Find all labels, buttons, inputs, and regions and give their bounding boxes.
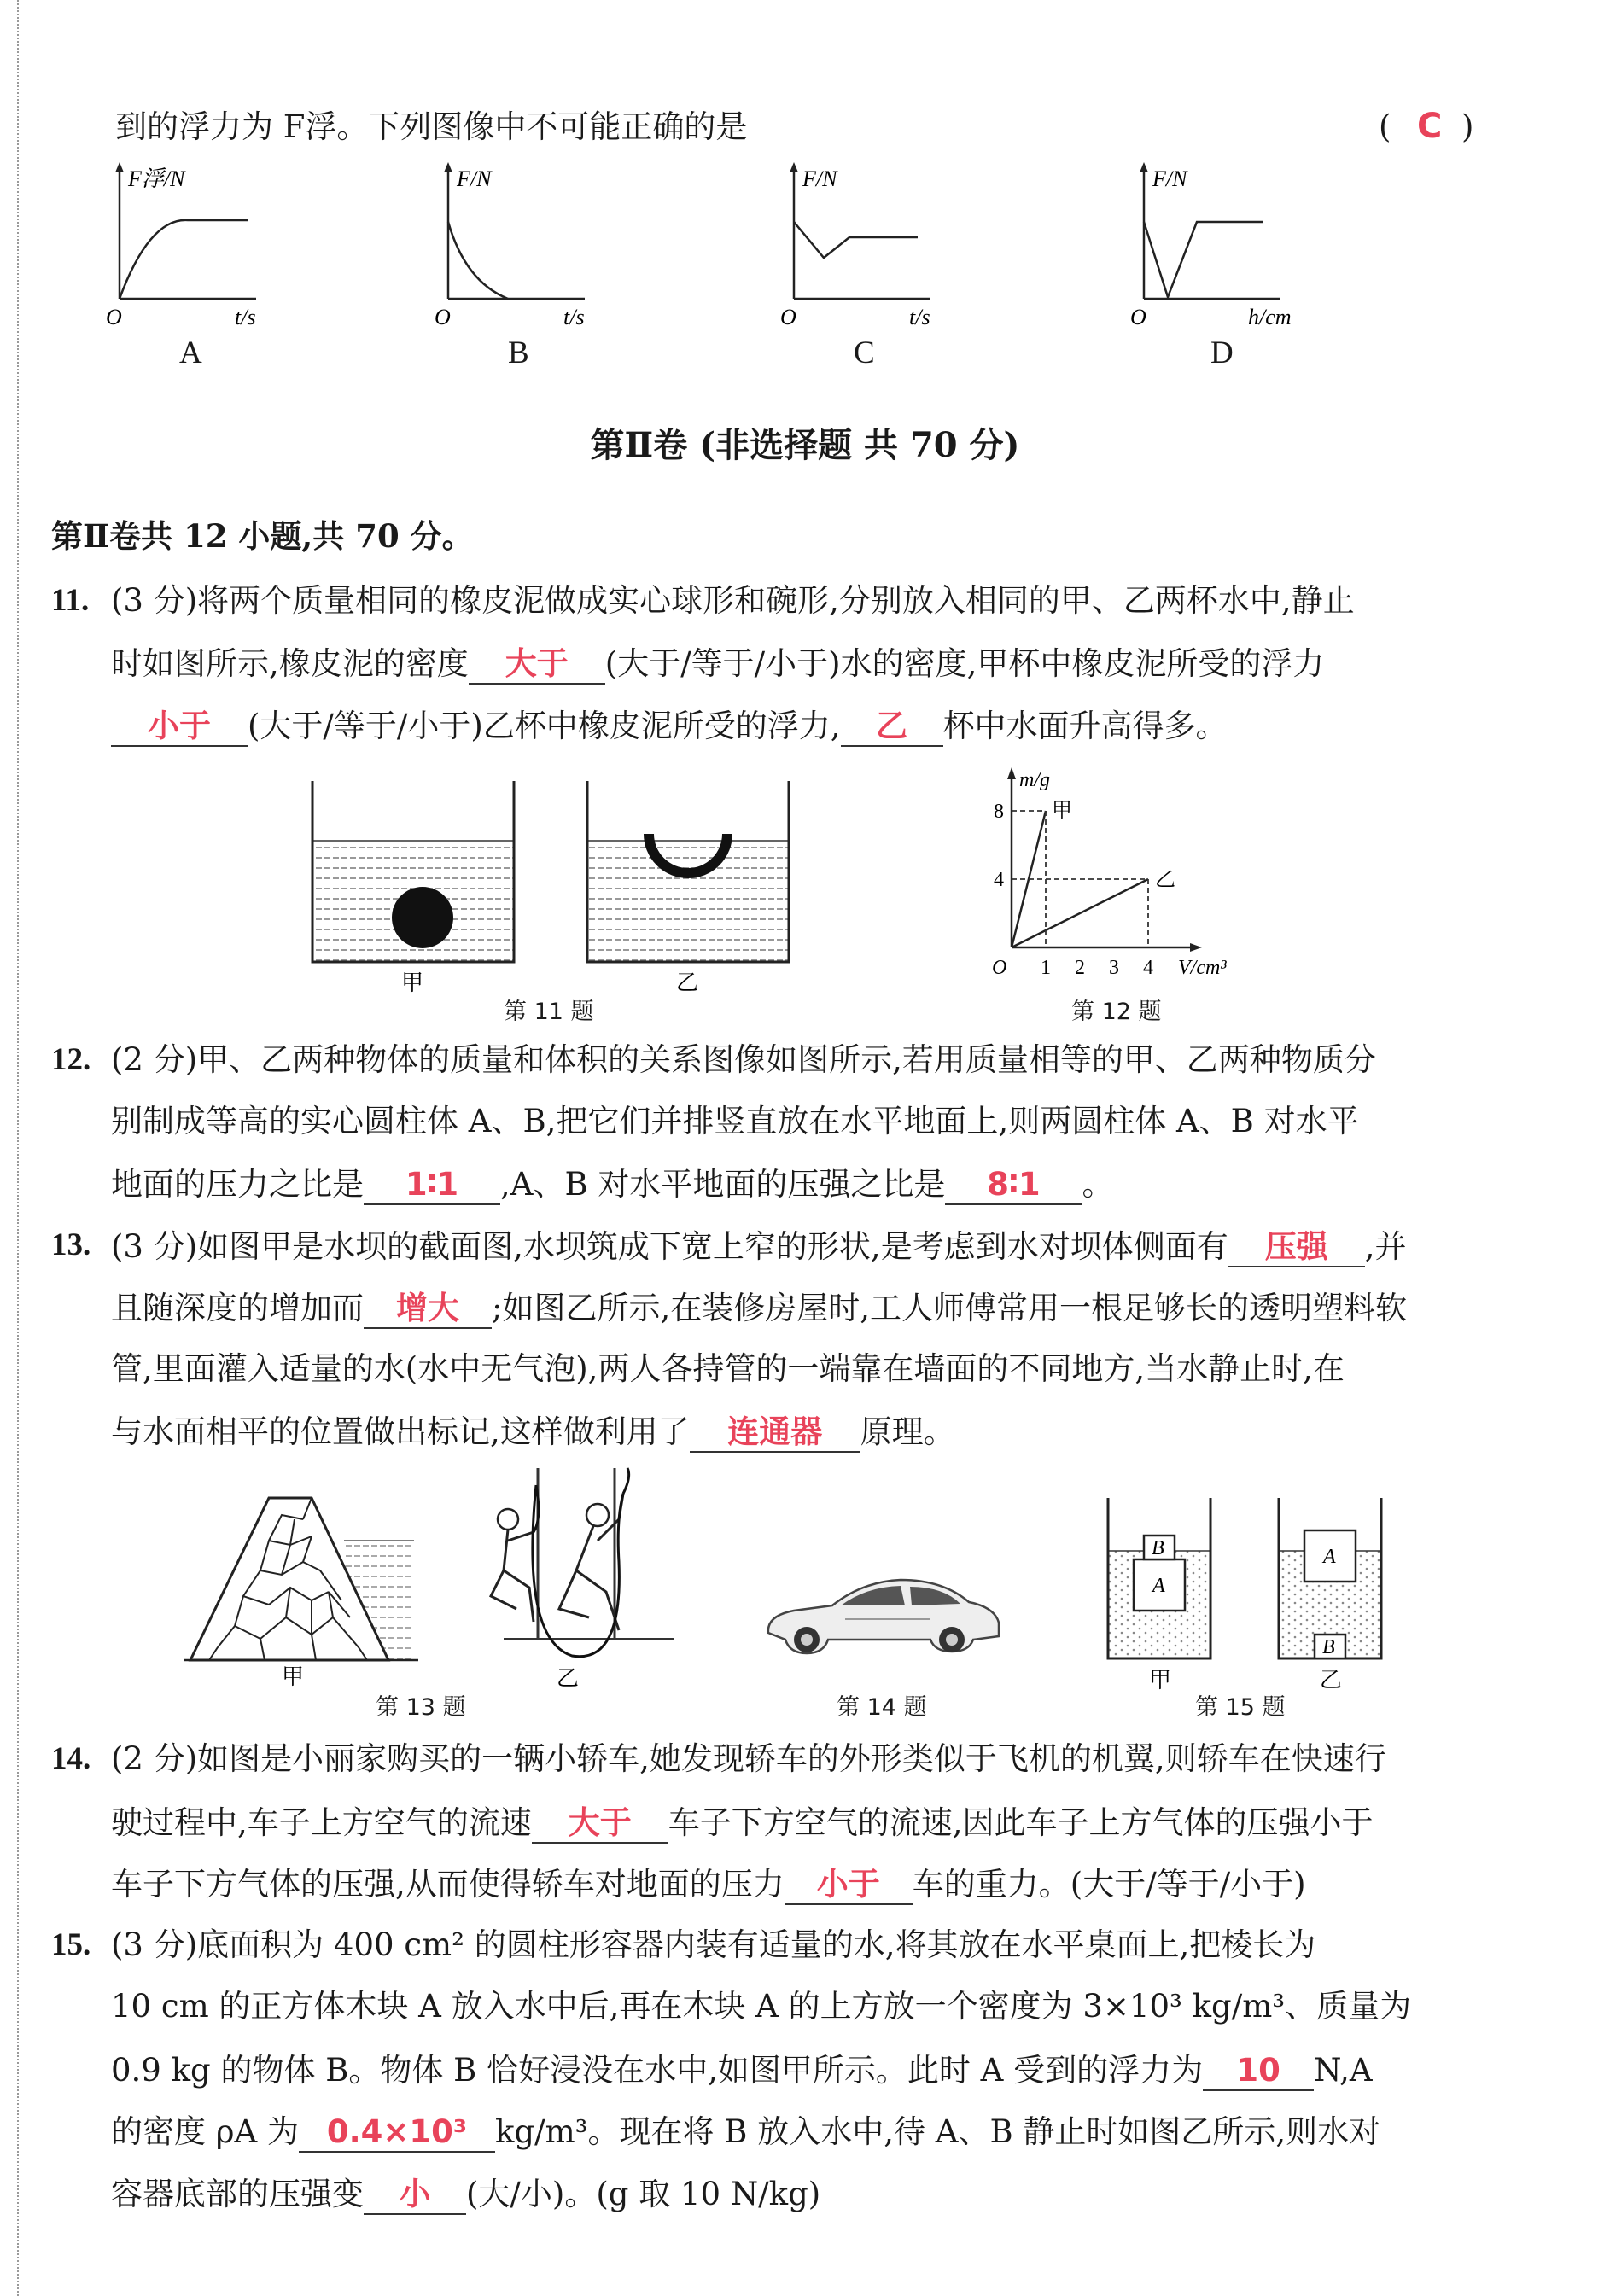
graph-a-label: A — [179, 335, 202, 370]
container-yi — [1279, 1498, 1381, 1693]
q15-line5-b: (大/小)。(g 取 10 N/kg) — [466, 2176, 821, 2212]
q10-paren-open: ( — [1379, 108, 1391, 145]
graph-c-origin: O — [780, 305, 796, 329]
q14-line2-a: 驶过程中,车子上方空气的流速 — [111, 1804, 532, 1841]
q15-answer3: 小 — [364, 2177, 466, 2215]
fig12-graph — [982, 764, 1272, 986]
fig15-jia-b: B — [1152, 1537, 1164, 1559]
fig12-caption: 第 12 题 — [1071, 999, 1162, 1025]
q11-number: 11. — [51, 583, 90, 618]
q11-answer2: 小于 — [111, 708, 248, 747]
fig12-tick-y8: 8 — [994, 801, 1004, 823]
q13-line1-a: (3 分)如图甲是水坝的截面图,水坝筑成下宽上窄的形状,是考虑到水对坝体侧面有 — [111, 1228, 1228, 1265]
q12-number: 12. — [51, 1042, 91, 1077]
fig11-caption: 第 11 题 — [504, 999, 594, 1025]
q10-answer: C — [1417, 107, 1443, 146]
fig14-caption: 第 14 题 — [837, 1694, 927, 1721]
q13-line2-b: ;如图乙所示,在装修房屋时,工人师傅常用一根足够长的透明塑料软 — [492, 1290, 1407, 1326]
fig12-ylabel: m/g — [1019, 769, 1050, 791]
fig12-tick-x3: 3 — [1109, 957, 1119, 979]
cup-jia — [312, 781, 514, 995]
q12-line1: (2 分)甲、乙两种物体的质量和体积的关系图像如图所示,若用质量相等的甲、乙两种物质分 — [111, 1041, 1376, 1078]
q12-line3-c: 。 — [1082, 1166, 1114, 1203]
q14-line2-b: 车子下方空气的流速,因此车子上方气体的压强小于 — [668, 1804, 1374, 1841]
q11-answer3: 乙 — [841, 708, 943, 747]
q15-answer2: 0.4×10³ — [299, 2114, 495, 2153]
q11-line3-a: (大于/等于/小于)乙杯中橡皮泥所受的浮力, — [248, 708, 841, 744]
fig15-jia-label: 甲 — [1149, 1668, 1172, 1693]
fig14-car — [760, 1566, 1007, 1669]
q15-line4-a: 的密度 ρA 为 — [111, 2113, 299, 2150]
graph-a-ylabel: F浮/N — [128, 166, 185, 191]
q11-line2-b: (大于/等于/小于)水的密度,甲杯中橡皮泥所受的浮力 — [604, 645, 1325, 682]
fig15-yi-a: A — [1323, 1546, 1336, 1568]
page-binding-edge — [0, 0, 19, 2296]
q12-line3-a: 地面的压力之比是 — [111, 1166, 364, 1203]
cup-yi — [587, 781, 789, 995]
q13-line2-a: 且随深度的增加而 — [111, 1290, 364, 1326]
fig15-containers — [1101, 1498, 1391, 1694]
graph-d-ylabel: F/N — [1152, 166, 1187, 191]
q11-line3-b: 杯中水面升高得多。 — [942, 708, 1228, 744]
q14-answer2: 小于 — [785, 1867, 913, 1905]
graph-a-origin: O — [106, 305, 122, 329]
q12-answer1: 1∶1 — [364, 1167, 500, 1205]
q12-line2: 别制成等高的实心圆柱体 A、B,把它们并排竖直放在水平地面上,则两圆柱体 A、B 对水平 — [111, 1103, 1359, 1139]
fig12-origin: O — [992, 957, 1007, 979]
fig13-jia-label: 甲 — [282, 1664, 305, 1689]
fig15-yi-b: B — [1322, 1636, 1335, 1658]
q11-answer1: 大于 — [469, 646, 605, 685]
graph-a — [106, 162, 299, 333]
fig15-yi-label: 乙 — [1320, 1668, 1343, 1693]
q13-line1-b: ,并 — [1364, 1228, 1407, 1265]
q14-line3-a: 车子下方气体的压强,从而使得轿车对地面的压力 — [111, 1866, 785, 1903]
q14-number: 14. — [51, 1741, 91, 1776]
fig11-yi-label: 乙 — [676, 970, 699, 995]
q10-paren-close: ) — [1461, 108, 1474, 145]
q13-line4-b: 原理。 — [860, 1413, 955, 1450]
graph-d-origin: O — [1130, 305, 1146, 329]
q13-answer3: 连通器 — [690, 1414, 860, 1453]
q12-line3-b: ,A、B 对水平地面的压强之比是 — [500, 1166, 946, 1203]
fig12-tick-y4: 4 — [994, 869, 1004, 891]
graph-b-origin: O — [435, 305, 451, 329]
fig13-dam — [184, 1489, 423, 1689]
graph-a-xlabel: t/s — [235, 305, 256, 329]
graph-c-label: C — [854, 335, 875, 370]
fig11-cups — [307, 781, 802, 994]
container-jia — [1108, 1498, 1210, 1693]
fig13-yi-label: 乙 — [557, 1666, 580, 1691]
fig13-caption: 第 13 题 — [376, 1694, 466, 1721]
graph-c-xlabel: t/s — [909, 305, 930, 329]
fig15-caption: 第 15 题 — [1195, 1694, 1286, 1721]
graph-d — [1130, 162, 1323, 333]
q15-number: 15. — [51, 1927, 91, 1962]
graph-b-ylabel: F/N — [457, 166, 492, 191]
fig12-tick-x4: 4 — [1143, 957, 1153, 979]
graph-d-label: D — [1210, 335, 1234, 370]
graph-c-ylabel: F/N — [802, 166, 837, 191]
q15-answer1: 10 — [1203, 2053, 1314, 2091]
q14-line1: (2 分)如图是小丽家购买的一辆小轿车,她发现轿车的外形类似于飞机的机翼,则轿车在快速行 — [111, 1740, 1386, 1777]
fig15-jia-a: A — [1152, 1575, 1165, 1597]
section-intro: 第Ⅱ卷共 12 小题,共 70 分。 — [51, 517, 474, 555]
fig12-jia-label: 甲 — [1052, 800, 1072, 822]
fig12-tick-x2: 2 — [1075, 957, 1085, 979]
graph-d-xlabel: h/cm — [1248, 305, 1292, 329]
q15-line4-b: kg/m³。现在将 B 放入水中,待 A、B 静止时如图乙所示,则水对 — [495, 2113, 1381, 2150]
q11-line2-a: 时如图所示,橡皮泥的密度 — [111, 645, 469, 682]
q15-line3-a: 0.9 kg 的物体 B。物体 B 恰好浸没在水中,如图甲所示。此时 A 受到的浮力为 — [111, 2052, 1204, 2089]
q15-line3-b: N,A — [1314, 2052, 1373, 2089]
q13-answer1: 压强 — [1228, 1229, 1365, 1267]
q14-answer1: 大于 — [532, 1805, 668, 1844]
q12-answer2: 8∶1 — [945, 1167, 1082, 1205]
q13-number: 13. — [51, 1227, 91, 1262]
graph-c — [780, 162, 973, 333]
q15-line5-a: 容器底部的压强变 — [111, 2176, 364, 2212]
q10-tail-text: 到的浮力为 F浮。下列图像中不可能正确的是 — [115, 108, 748, 145]
fig13-workers — [470, 1468, 691, 1690]
q13-answer2: 增大 — [364, 1291, 492, 1329]
q13-line4-a: 与水面相平的位置做出标记,这样做利用了 — [111, 1413, 690, 1450]
q15-line2: 10 cm 的正方体木块 A 放入水中后,再在木块 A 的上方放一个密度为 3×10³ kg/m³、质量为 — [111, 1988, 1412, 2025]
q13-line3: 管,里面灌入适量的水(水中无气泡),两人各持管的一端靠在墙面的不同地方,当水静止时,在 — [111, 1350, 1345, 1387]
graph-b-xlabel: t/s — [563, 305, 585, 329]
q11-line1: (3 分)将两个质量相同的橡皮泥做成实心球形和碗形,分别放入相同的甲、乙两杯水中,静止 — [111, 582, 1355, 619]
section-title: 第Ⅱ卷 (非选择题 共 70 分) — [590, 425, 1020, 465]
fig11-jia-label: 甲 — [401, 970, 424, 995]
fig12-tick-x1: 1 — [1041, 957, 1051, 979]
fig12-yi-label: 乙 — [1155, 869, 1175, 891]
graph-b — [435, 162, 627, 333]
q14-line3-b: 车的重力。(大于/等于/小于) — [912, 1866, 1306, 1903]
fig12-xlabel: V/cm³ — [1178, 957, 1227, 979]
graph-b-label: B — [508, 335, 529, 370]
q15-line1: (3 分)底面积为 400 cm² 的圆柱形容器内装有适量的水,将其放在水平桌面上,把棱长为 — [111, 1926, 1316, 1963]
